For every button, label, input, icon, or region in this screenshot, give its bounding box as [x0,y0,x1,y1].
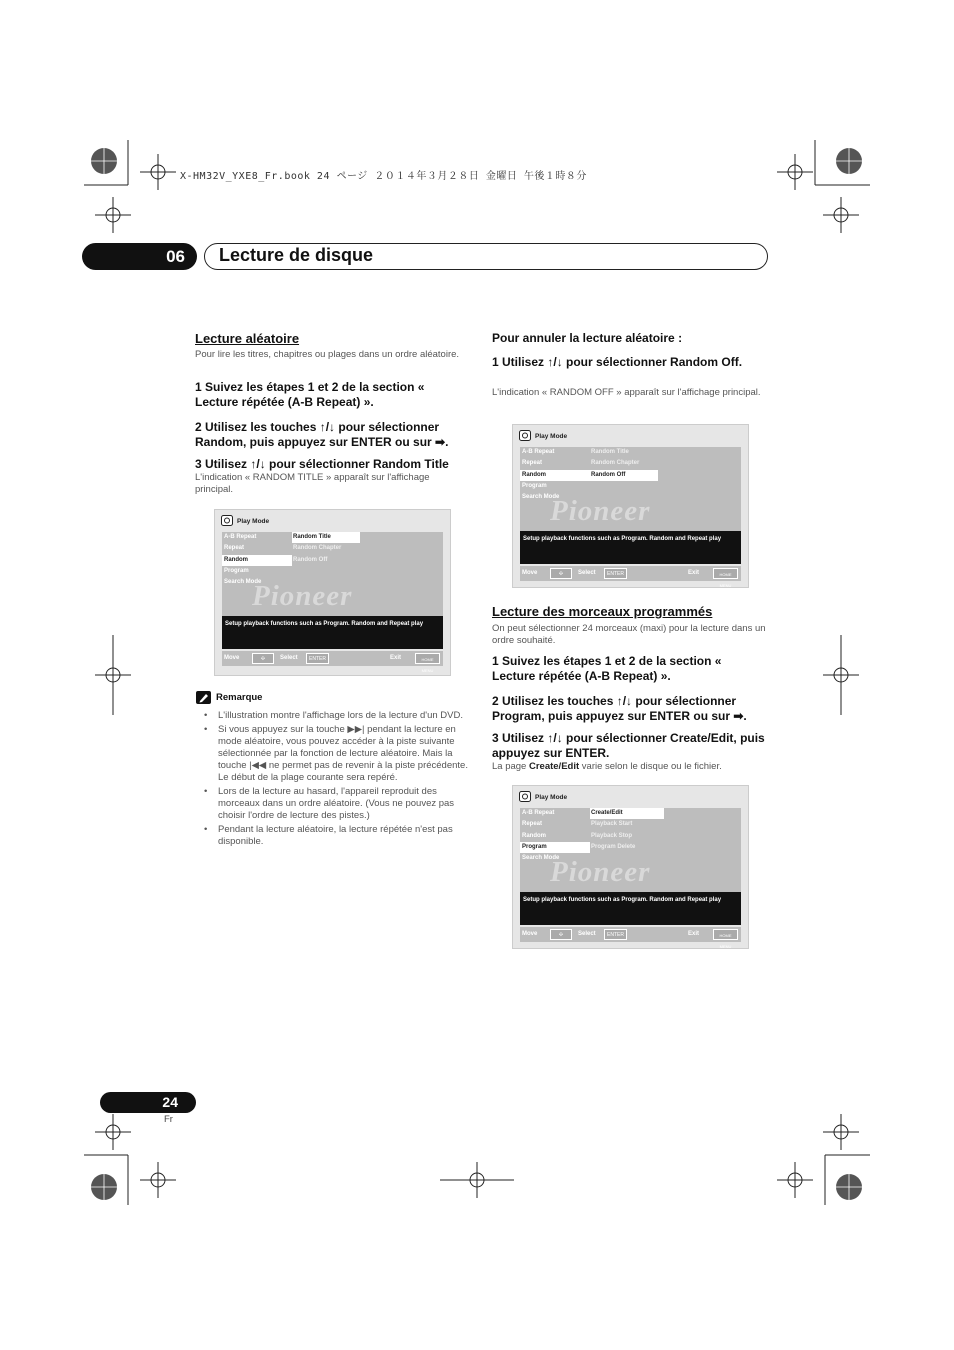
screen-menu-panel [520,447,741,531]
cancel-step-1-note: L'indication « RANDOM OFF » apparaît sur l'affichage principal. [492,387,761,398]
move-arrows-icon: ✣ [550,929,572,940]
screen-title: Play Mode [237,518,270,525]
screen-help-text: Setup playback functions such as Program. Random and Repeat play [520,531,741,564]
play-mode-screen-random-off [512,424,749,588]
random-step-3-note: L'indication « RANDOM TITLE » apparaît sur l'affichage principal. [195,472,430,495]
cancel-heading: Pour annuler la lecture aléatoire : [492,331,683,345]
screen-title: Play Mode [535,433,568,440]
note-text: varie selon le disque ou le fichier. [579,761,722,772]
home-menu-key: HOME MENU [415,653,440,664]
select-label: Select [578,570,596,576]
page-language: Fr [164,1114,173,1125]
play-mode-screen-random-title [214,509,451,676]
random-step-1: 1 Suivez les étapes 1 et 2 de la section « Lecture répétée (A-B Repeat) ». [195,380,425,409]
option-playback-stop[interactable]: Playback Stop [591,832,633,839]
screen-menu-panel [520,808,741,892]
screen-footer [520,927,741,949]
option-program-delete[interactable]: Program Delete [591,843,636,850]
section-heading-random: Lecture aléatoire [195,331,300,346]
option-random-chapter[interactable]: Random Chapter [591,460,640,467]
move-arrows-icon: ✣ [550,568,572,579]
program-step-3-note [492,761,772,773]
screen-footer [520,566,741,588]
exit-label: Exit [390,655,402,661]
note-bold: Create/Edit [528,761,580,772]
disc-settings-icon [519,791,531,802]
option-playback-start[interactable]: Playback Start [591,821,633,828]
pencil-note-icon [196,691,211,704]
menu-item-random[interactable]: Random [522,832,546,839]
chapter-title-box [204,243,768,270]
exit-label: Exit [688,931,700,937]
option-random-chapter[interactable]: Random Chapter [293,545,342,552]
enter-key: ENTER [604,568,627,579]
screen-footer [222,651,443,673]
menu-item-search-mode[interactable]: Search Mode [522,494,560,501]
pioneer-logo: Pioneer [550,856,651,888]
menu-item-random[interactable]: Random [520,470,590,481]
menu-item-search-mode[interactable]: Search Mode [522,855,560,862]
page-number: 24 [100,1092,196,1113]
option-create-edit[interactable]: Create/Edit [590,808,664,819]
random-step-3: 3 Utilisez ↑/↓ pour sélectionner Random Title [195,457,449,471]
remark-title: Remarque [216,692,263,703]
option-random-title[interactable]: Random Title [591,449,629,455]
move-label: Move [522,931,538,937]
menu-item-program[interactable]: Program [522,482,547,489]
menu-item-program[interactable]: Program [520,842,590,853]
random-step-2: 2 Utilisez les touches ↑/↓ pour sélectionner Random, puis appuyez sur ENTER ou sur ➡. [195,420,449,449]
exit-label: Exit [688,570,700,576]
home-menu-key: HOME MENU [713,929,738,940]
enter-key: ENTER [306,653,329,664]
play-mode-screen-program [512,785,749,949]
program-intro: On peut sélectionner 24 morceaux (maxi) pour la lecture dans un ordre souhaité. [492,623,766,646]
program-step-1: 1 Suivez les étapes 1 et 2 de la section « Lecture répétée (A-B Repeat) ». [492,654,722,683]
screen-help-text: Setup playback functions such as Program. Random and Repeat play [520,892,741,925]
enter-key: ENTER [604,929,627,940]
option-random-title[interactable]: Random Title [292,532,360,543]
section-heading-program: Lecture des morceaux programmés [492,604,713,619]
option-random-off[interactable]: Random Off [590,470,658,481]
print-header-line: X-HM32V_YXE8_Fr.book 24 ページ ２０１４年３月２８日 金曜日 午後１時８分 [180,171,587,182]
note-text: La page [492,761,529,772]
menu-item-repeat[interactable]: Repeat [224,545,245,552]
cancel-step-1: 1 Utilisez ↑/↓ pour sélectionner Random Off. [492,355,743,369]
select-label: Select [578,931,596,937]
home-menu-key: HOME MENU [713,568,738,579]
remark-item: • Pendant la lecture aléatoire, la lecture répétée n'est pas disponible. [195,824,475,848]
remark-item: • Lors de la lecture au hasard, l'appareil reproduit des morceaux dans un ordre aléatoire. (Vous ne pouvez pas choisir l'ordre de lecture des pistes.) [195,786,475,822]
menu-item-repeat[interactable]: Repeat [522,821,543,828]
chapter-title: Lecture de disque [219,245,374,265]
move-label: Move [224,655,240,661]
pioneer-logo: Pioneer [550,495,651,527]
option-random-off[interactable]: Random Off [293,556,328,563]
move-label: Move [522,570,538,576]
remark-item: • L'illustration montre l'affichage lors de la lecture d'un DVD. [195,710,475,722]
chapter-number: 06 [82,243,197,270]
remark-item: • Si vous appuyez sur la touche ▶▶| pendant la lecture en mode aléatoire, vous pouvez accéder à la piste suivante sélectionnée par la fonction de lecture aléatoire. Mais la touche |◀◀ ne permet pas de revenir à la piste précédente. Le début de la plage courante sera repéré. [195,724,475,784]
menu-item-search-mode[interactable]: Search Mode [224,579,262,586]
remark-list [195,710,475,850]
screen-help-text: Setup playback functions such as Program. Random and Repeat play [222,616,443,649]
disc-settings-icon [221,515,233,526]
menu-item-ab-repeat[interactable]: A-B Repeat [522,810,555,816]
screen-title: Play Mode [535,794,568,801]
menu-item-random[interactable]: Random [222,555,292,566]
program-step-3: 3 Utilisez ↑/↓ pour sélectionner Create/Edit, puis appuyez sur ENTER. [492,731,765,760]
screen-menu-panel [222,532,443,616]
move-arrows-icon: ✣ [252,653,274,664]
random-intro: Pour lire les titres, chapitres ou plages dans un ordre aléatoire. [195,349,460,360]
menu-item-ab-repeat[interactable]: A-B Repeat [522,449,555,455]
pioneer-logo: Pioneer [252,580,353,612]
menu-item-ab-repeat[interactable]: A-B Repeat [224,534,257,540]
select-label: Select [280,655,298,661]
menu-item-repeat[interactable]: Repeat [522,460,543,467]
disc-settings-icon [519,430,531,441]
menu-item-program[interactable]: Program [224,567,249,574]
program-step-2: 2 Utilisez les touches ↑/↓ pour sélectionner Program, puis appuyez sur ENTER ou sur ➡. [492,694,747,723]
